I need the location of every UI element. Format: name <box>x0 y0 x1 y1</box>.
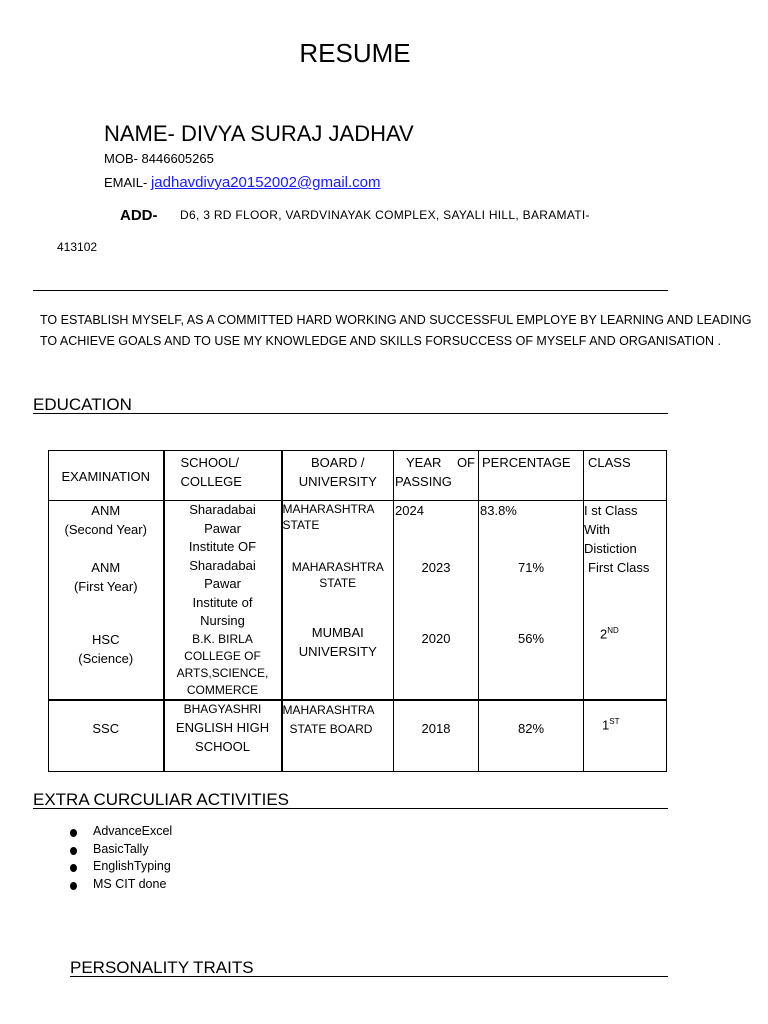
class-cell: I st Class With Distiction First Class 2ND <box>584 501 667 700</box>
table-header-row <box>49 451 667 501</box>
email-link[interactable]: jadhavdivya20152002@gmail.com <box>150 174 381 191</box>
table-row <box>49 700 667 772</box>
objective-line-1: TO ESTABLISH MYSELF, AS A COMMITTED HARD WORKING AND SUCCESSFUL EMPLOYE BY LEARNING AND LEADING <box>40 313 752 327</box>
divider <box>33 290 668 291</box>
list-item: MS CIT done <box>70 877 172 895</box>
personality-heading: PERSONALITY TRAITS <box>70 958 254 977</box>
objective-line-2: TO ACHIEVE GOALS AND TO USE MY KNOWLEDGE AND SKILLS FORSUCCESS OF MYSELF AND ORGANISATION . <box>40 334 721 348</box>
address-label: ADD- <box>120 207 158 224</box>
board-cell: MAHARASHTRA STATE MAHARASHTRA STATE MUMBAI UNIVERSITY <box>282 501 394 700</box>
class-cell: 1ST <box>584 700 667 772</box>
header-percentage: PERCENTAGE <box>479 451 584 501</box>
year-cell: 2018 <box>394 700 479 772</box>
email-label: EMAIL- <box>104 175 151 190</box>
exam-cell: ANM (Second Year) ANM (First Year) HSC (Science) <box>49 501 164 700</box>
extra-underline <box>33 808 668 809</box>
table-row <box>49 501 667 700</box>
address-line-1: D6, 3 RD FLOOR, VARDVINAYAK COMPLEX, SAYALI HILL, BARAMATI- <box>180 208 590 222</box>
candidate-name: NAME- DIVYA SURAJ JADHAV <box>104 121 414 146</box>
email-line <box>104 174 381 191</box>
percentage-cell: 82% <box>479 700 584 772</box>
header-examination: EXAMINATION <box>49 451 164 501</box>
header-school: SCHOOL/ COLLEGE <box>164 451 282 501</box>
list-item: AdvanceExcel <box>70 824 172 842</box>
education-heading: EDUCATION <box>33 395 132 414</box>
header-class: CLASS <box>584 451 667 501</box>
list-item: BasicTally <box>70 842 172 860</box>
header-year: YEAR OF PASSING <box>394 451 479 501</box>
list-item: EnglishTyping <box>70 859 172 877</box>
extra-activities-heading: EXTRA CURCULIAR ACTIVITIES <box>33 790 289 809</box>
address-line-2: 413102 <box>57 240 98 254</box>
personality-underline <box>70 976 668 977</box>
education-table <box>48 450 667 772</box>
mobile-number: MOB- 8446605265 <box>104 151 214 166</box>
header-board: BOARD / UNIVERSITY <box>282 451 394 501</box>
education-underline <box>33 413 668 414</box>
exam-cell: SSC <box>49 700 164 772</box>
school-cell: Sharadabai Pawar Institute OF Sharadabai Pawar Institute of Nursing B.K. BIRLA COLLEGE OF ARTS,SCIENCE, COMMERCE <box>164 501 282 700</box>
extra-activities-list <box>70 824 172 894</box>
year-cell: 2024 2023 2020 <box>394 501 479 700</box>
board-cell: MAHARASHTRA STATE BOARD <box>282 700 394 772</box>
percentage-cell: 83.8% 71% 56% <box>479 501 584 700</box>
school-cell: BHAGYASHRI ENGLISH HIGH SCHOOL <box>164 700 282 772</box>
resume-title: RESUME <box>299 38 411 68</box>
